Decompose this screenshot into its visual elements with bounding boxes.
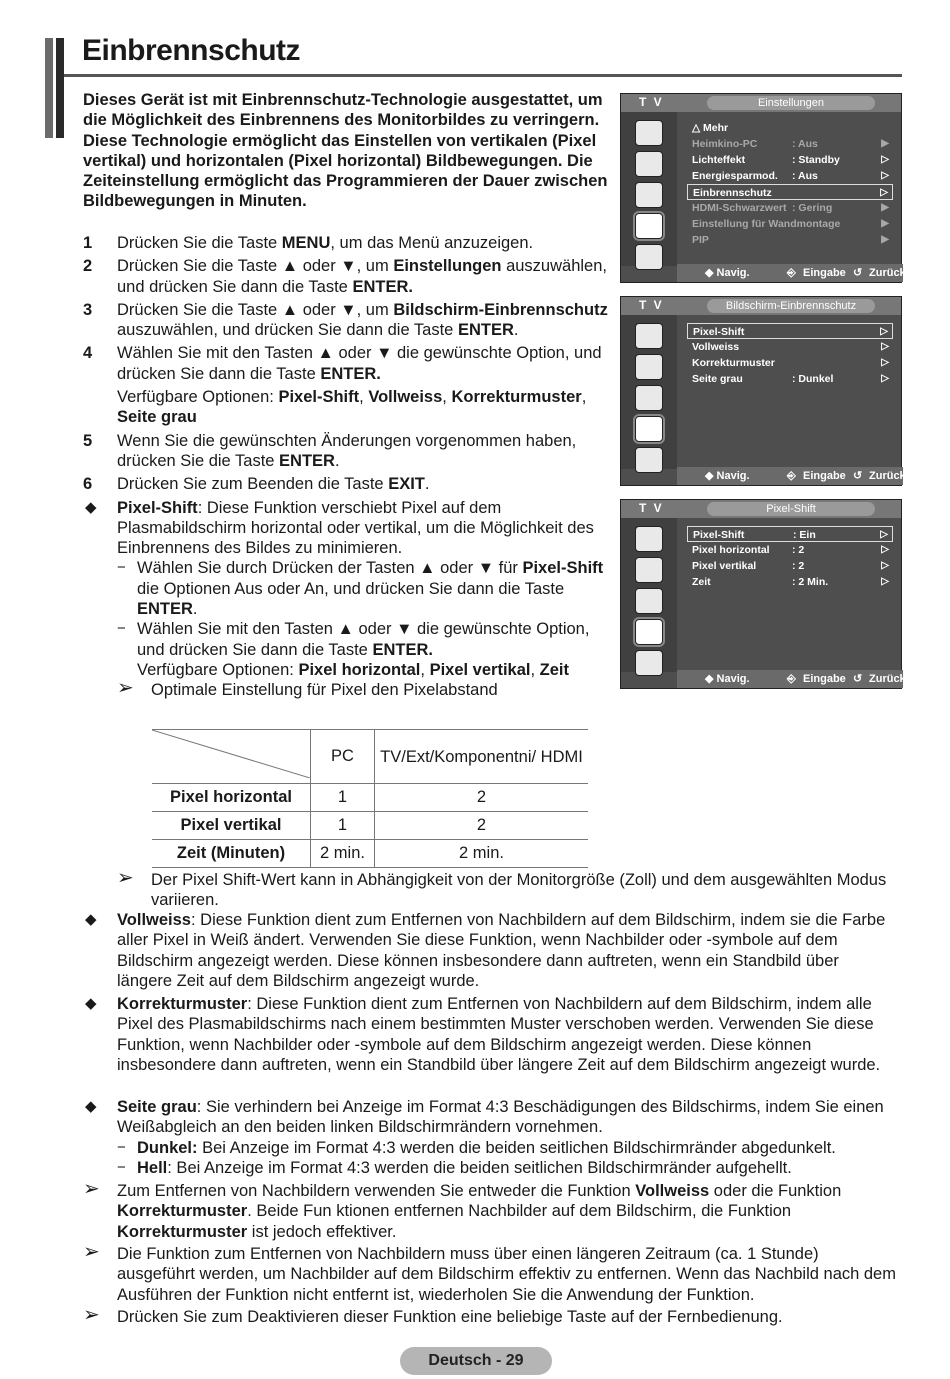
step-3: 3 Drücken Sie die Taste ▲ oder ▼, um Bildschirm-Einbrennschutz auszuwählen, und drücken Sie dann die Taste ENTER.	[83, 300, 608, 340]
input-icon[interactable]	[635, 447, 663, 473]
step-6: 6 Drücken Sie zum Beenden die Taste EXIT.	[83, 475, 430, 494]
menu-row[interactable]: Einstellung für Wandmontage ▶	[692, 218, 889, 230]
picture-icon[interactable]	[635, 526, 663, 552]
menu-nav-bar: ◆ Navig. ⎆ Eingabe ↺ Zurück	[677, 264, 903, 282]
menu-row[interactable]: Pixel horizontal : 2 ▷	[692, 544, 889, 556]
diamond-icon: ◆	[85, 498, 97, 516]
channel-icon[interactable]	[635, 182, 663, 208]
setup-icon[interactable]	[635, 416, 663, 442]
menu-row[interactable]: HDMI-Schwarzwert : Gering ▶	[692, 202, 889, 214]
menu-row[interactable]: △ Mehr	[692, 122, 729, 134]
menu-row[interactable]: Energiesparmod. : Aus ▷	[692, 170, 889, 182]
menu-row[interactable]: Lichteffekt : Standby ▷	[692, 154, 889, 166]
note-2: ➢ Die Funktion zum Entfernen von Nachbildern muss über einen längeren Zeitraum (ca. 1 Stunde) ausgeführt werden, um Nachbilder auf dem Bildschirm effektiv zu entfernen. Wenn das Nachbild nach dem Ausführen der Funktion nicht entfernt ist, wiederholen Sie die Anwendung der Funktion.	[83, 1241, 896, 1304]
note-3: ➢ Drücken Sie zum Deaktivieren dieser Funktion eine beliebige Taste auf der Fernbedienung.	[83, 1304, 783, 1326]
menu-nav-bar: ◆ Navig. ⎆ Eingabe ↺ Zurück	[677, 467, 903, 485]
menu-title: Einstellungen	[707, 96, 875, 110]
menu-row[interactable]: Korrekturmuster ▷	[692, 357, 889, 369]
pixel-shift-bullet: ◆ Pixel-Shift: Diese Funktion verschiebt Pixel auf dem Plasmabildschirm horizontal oder vertikal, um die Möglichkeit des Einbrennens des Bildes zu minimieren. − Wählen Sie durch Drücken der Tasten ▲ oder ▼ für Pixel-Shift die Optionen Aus oder An, und drücken Sie dann die Taste ENTER. − Wählen Sie mit den Tasten ▲ oder ▼ die gewünschte Option, und drücken Sie dann die Taste ENTER. Verfügbare Optionen: Pixel horizontal, Pixel vertikal, Zeit	[85, 498, 604, 679]
menu-nav-bar: ◆ Navig. ⎆ Eingabe ↺ Zurück	[677, 670, 903, 688]
menu-row[interactable]: Einbrennschutz ▷	[687, 184, 893, 200]
picture-icon[interactable]	[635, 323, 663, 349]
menu-row[interactable]: PIP ▶	[692, 234, 889, 246]
pixel-table: PC TV/Ext/Komponentni/ HDMI Pixel horizontal 1 2 Pixel vertikal 1 2 Zeit (Minuten) 2 min. 2 min.	[152, 729, 588, 868]
step-1: 1 Drücken Sie die Taste MENU, um das Menü anzuzeigen.	[83, 234, 534, 252]
menu-row[interactable]: Pixel-Shift : Ein ▷	[687, 526, 893, 542]
input-icon[interactable]	[635, 244, 663, 270]
menu-row[interactable]: Vollweiss ▷	[692, 341, 889, 353]
step-2: 2 Drücken Sie die Taste ▲ oder ▼, um Einstellungen auszuwählen, und drücken Sie dann die Taste ENTER.	[83, 257, 607, 296]
picture-icon[interactable]	[635, 120, 663, 146]
sound-icon[interactable]	[635, 354, 663, 380]
return-icon: ↺	[853, 267, 863, 279]
note-shift: ➢ Der Pixel Shift-Wert kann in Abhängigkeit von der Monitorgröße (Zoll) und dem ausgewählten Modus variieren.	[117, 867, 887, 910]
enter-icon: ⎆	[787, 470, 796, 482]
menu-row[interactable]: Heimkino-PC : Aus ▶	[692, 138, 889, 150]
step-5: 5 Wenn Sie die gewünschten Änderungen vorgenommen haben, drücken Sie die Taste ENTER.	[83, 431, 577, 470]
enter-icon: ⎆	[787, 267, 796, 279]
channel-icon[interactable]	[635, 385, 663, 411]
channel-icon[interactable]	[635, 588, 663, 614]
step-4: 4 Wählen Sie mit den Tasten ▲ oder ▼ die gewünschte Option, und drücken Sie dann die Taste ENTER. Verfügbare Optionen: Pixel-Shift, Vollweiss, Korrekturmuster, Seite grau	[83, 344, 602, 427]
title-accent-bars	[45, 38, 65, 138]
return-icon: ↺	[853, 470, 863, 482]
steps-column: 1 Drücken Sie die Taste MENU, um das Menü anzuzeigen. 2 Drücken Sie die Taste ▲ oder ▼, um Einstellungen auszuwählen, und drücken Sie dann die Taste ENTER. 3 Drücken Sie die Taste ▲ oder ▼, um Bildschirm-Einbrennschutz auszuwählen, und drücken Sie dann die Taste ENTER. 4 Wählen Sie mit den Tasten ▲ oder ▼ die gewünschte Option, und drücken Sie dann die Taste ENTER. Verfügbare Optionen: Pixel-Shift, Vollweiss, Korrekturmuster, Seite grau 5 Wenn Sie die gewünschten Änderungen vorgenommen haben, drücken Sie die Taste ENTER. 6 Drücken Sie zum Beenden die Taste EXIT. ◆ Pixel-Shift: Diese Funktion verschiebt Pixel auf dem Plasmabildschirm horizontal oder vertikal, um die Möglichkeit des Einbrennens des Bildes zu minimieren. − Wählen Sie durch Drücken der Tasten ▲ oder ▼ für Pixel-Shift die Optionen Aus oder An, und drücken Sie dann die Taste ENTER. − Wählen Sie mit den Tasten ▲ oder ▼ die gewünschte Option, und drücken Sie dann die Taste ENTER. Verfügbare Optionen: Pixel horizontal, Pixel vertikal, Zeit ➢ Optimale Einstellung für Pixel den Pixelabstand	[83, 233, 618, 701]
return-icon: ↺	[853, 673, 863, 685]
tv-menu-3	[620, 499, 906, 689]
page-footer: Deutsch - 29	[400, 1347, 552, 1375]
enter-icon: ⎆	[787, 673, 796, 685]
menu-title: Pixel-Shift	[707, 502, 875, 516]
title-rule	[64, 74, 902, 77]
tv-label: T V	[639, 298, 664, 312]
note-1: ➢ Zum Entfernen von Nachbildern verwenden Sie entweder die Funktion Vollweiss oder die Funktion Korrekturmuster. Beide Fun ktionen entfernen Nachbilder auf dem Bildschirm, die Funktion Korrekturmuster ist jedoch effektiver.	[83, 1178, 842, 1241]
setup-icon[interactable]	[635, 213, 663, 239]
menu-sidebar	[621, 112, 677, 266]
menu-row[interactable]: Pixel vertikal : 2 ▷	[692, 560, 889, 572]
sound-icon[interactable]	[635, 557, 663, 583]
menu-row[interactable]: Seite grau : Dunkel ▷	[692, 373, 889, 385]
menu-title: Bildschirm-Einbrennschutz	[707, 299, 875, 313]
seitegrau-bullet: ◆ Seite grau: Sie verhindern bei Anzeige im Format 4:3 Beschädigungen des Bildschirms, indem Sie einen Weißabgleich an den beiden linken Bildschirmrändern vornehmen. − Dunkel: Bei Anzeige im Format 4:3 werden die beiden seitlichen Bildschirmränder abgedunkelt. − Hell: Bei Anzeige im Format 4:3 werden die beiden seitlichen Bildschirmränder aufgehellt.	[85, 1098, 884, 1177]
sound-icon[interactable]	[635, 151, 663, 177]
page-title: Einbrennschutz	[82, 34, 301, 67]
table-corner-diagonal	[152, 730, 310, 778]
setup-icon[interactable]	[635, 619, 663, 645]
tv-menu-2	[620, 296, 906, 486]
menu-sidebar	[621, 315, 677, 469]
tv-label: T V	[639, 501, 664, 515]
korrektur-bullet: ◆ Korrekturmuster: Diese Funktion dient zum Entfernen von Nachbildern auf dem Bildschirm, indem alle Pixel des Plasmabildschirms nach einem bestimmten Muster verschoben werden. Verwenden Sie diese Funktion, wenn Nachbilder oder -symbole auf dem Bildschirm angezeigt werden. Diese können insbesondere dann auftreten, wenn ein Standbild über längere Zeit auf dem Bildschirm angezeigt wurde.	[85, 995, 881, 1074]
input-icon[interactable]	[635, 650, 663, 676]
vollweiss-bullet: ◆ Vollweiss: Diese Funktion dient zum Entfernen von Nachbildern auf dem Bildschirm, indem sie die Farbe aller Pixel in Weiß ändert. Verwenden Sie diese Funktion, wenn Nachbilder oder -symbole auf dem Bildschirm angezeigt werden. Diese können insbesondere dann auftreten, wenn ein Standbild über längere Zeit auf dem Bildschirm angezeigt wurde.	[85, 911, 886, 990]
menu-row[interactable]: Pixel-Shift ▷	[687, 323, 893, 339]
note-arrow-icon: ➢	[117, 677, 134, 700]
tv-menu-1	[620, 93, 906, 283]
menu-row[interactable]: Zeit : 2 Min. ▷	[692, 576, 889, 588]
intro-text: Dieses Gerät ist mit Einbrennschutz-Technologie ausgestattet, um die Möglichkeit des Einbrennens des Monitorbildes zu verringern. Diese Technologie ermöglicht das Einstellen von vertikalen (Pixel vertikal) und horizontalen (Pixel horizontal) Bildbewegungen. Die Zeiteinstellung ermöglicht das Programmieren der Dauer zwischen Bildbewegungen in Minuten.	[83, 91, 608, 211]
tv-label: T V	[639, 95, 664, 109]
menu-sidebar	[621, 518, 677, 672]
